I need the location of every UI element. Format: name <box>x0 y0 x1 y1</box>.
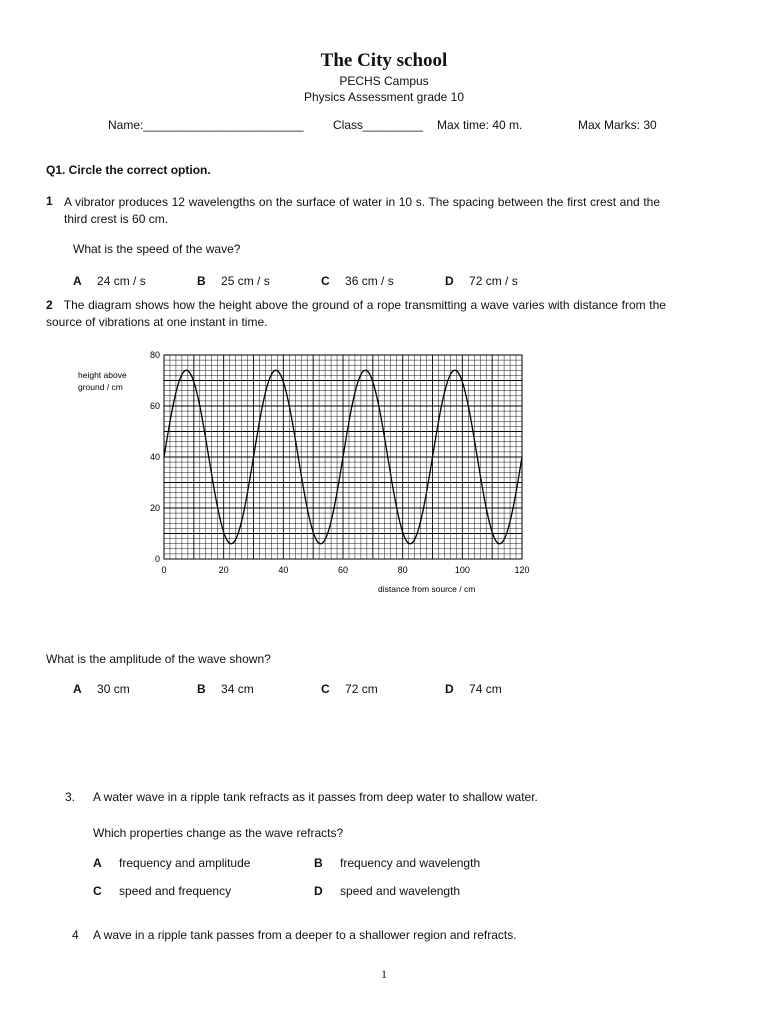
x-tick-label: 100 <box>454 565 470 575</box>
school-title: The City school <box>320 50 448 71</box>
q1-option-d[interactable] <box>445 274 518 288</box>
max-marks: Max Marks: 30 <box>578 118 657 132</box>
x-tick-label: 80 <box>397 565 408 575</box>
option-text: 74 cm <box>469 682 502 696</box>
option-text: frequency and amplitude <box>119 856 251 870</box>
q2-option-d[interactable] <box>445 682 502 696</box>
campus-name: PECHS Campus <box>339 74 429 88</box>
q1-question: What is the speed of the wave? <box>73 242 241 256</box>
name-field: Name:________________________ <box>108 118 304 132</box>
option-text: 72 cm <box>345 682 378 696</box>
option-text: 25 cm / s <box>221 274 270 288</box>
option-letter: B <box>314 856 323 870</box>
x-tick-label: 60 <box>337 565 349 575</box>
q3-option-a[interactable] <box>93 856 250 870</box>
option-text: speed and frequency <box>119 884 232 898</box>
y-tick-label: 80 <box>149 350 160 360</box>
option-letter: D <box>314 884 323 898</box>
option-text: speed and wavelength <box>340 884 461 898</box>
y-axis-label: ground / cm <box>78 382 123 392</box>
y-tick-label: 40 <box>149 452 160 462</box>
option-letter: A <box>93 856 102 870</box>
q2-option-c[interactable] <box>321 682 378 696</box>
x-axis-label: distance from source / cm <box>378 584 476 594</box>
wave-chart-svg <box>70 345 540 600</box>
q3-option-b[interactable] <box>314 856 480 870</box>
option-text: 30 cm <box>97 682 130 696</box>
page-number: 1 <box>381 967 387 981</box>
q4-number: 4 <box>72 928 79 942</box>
x-tick-label: 40 <box>278 565 289 575</box>
option-letter: D <box>445 682 454 696</box>
q2-text-body: The diagram shows how the height above the ground of a rope transmitting a wave varies with distance from the source of vibrations at one instant in time. <box>46 298 666 329</box>
wave-chart <box>70 345 540 600</box>
q2-option-b[interactable] <box>197 682 254 696</box>
q1-option-c[interactable] <box>321 274 394 288</box>
q3-question: Which properties change as the wave refracts? <box>93 826 344 840</box>
q3-text: A water wave in a ripple tank refracts as it passes from deep water to shallow water. <box>93 790 538 804</box>
option-text: 34 cm <box>221 682 254 696</box>
class-field: Class_________ <box>333 118 424 132</box>
y-tick-label: 60 <box>149 401 160 411</box>
q4-text: A wave in a ripple tank passes from a deeper to a shallower region and refracts. <box>93 928 517 942</box>
x-tick-label: 120 <box>514 565 530 575</box>
option-text: frequency and wavelength <box>340 856 481 870</box>
option-letter: C <box>321 274 330 288</box>
x-tick-label: 20 <box>218 565 229 575</box>
option-letter: D <box>445 274 454 288</box>
option-letter: A <box>73 274 82 288</box>
q1-option-b[interactable] <box>197 274 270 288</box>
q3-option-d[interactable] <box>314 884 460 898</box>
q2-text <box>46 297 666 331</box>
option-letter: C <box>93 884 102 898</box>
q1-text <box>64 194 660 228</box>
option-letter: C <box>321 682 330 696</box>
option-letter: A <box>73 682 82 696</box>
section-title: Q1. Circle the correct option. <box>46 163 211 177</box>
q2-question: What is the amplitude of the wave shown? <box>46 652 271 666</box>
q3-number: 3. <box>65 790 76 804</box>
y-tick-label: 0 <box>154 554 160 564</box>
option-text: 24 cm / s <box>97 274 146 288</box>
max-time: Max time: 40 m. <box>437 118 523 132</box>
option-text: 72 cm / s <box>469 274 518 288</box>
y-axis-label: height above <box>78 370 127 380</box>
assessment-title: Physics Assessment grade 10 <box>303 90 465 104</box>
q1-option-a[interactable] <box>73 274 146 288</box>
option-letter: B <box>197 274 206 288</box>
option-text: 36 cm / s <box>345 274 394 288</box>
x-tick-label: 0 <box>161 565 167 575</box>
option-letter: B <box>197 682 206 696</box>
q2-option-a[interactable] <box>73 682 130 696</box>
y-tick-label: 20 <box>149 503 160 513</box>
q3-option-c[interactable] <box>93 884 231 898</box>
q1-number: 1 <box>46 194 53 208</box>
q1-text-body: A vibrator produces 12 wavelengths on the surface of water in 10 s. The spacing between the first crest and the third crest is 60 cm. <box>64 195 660 226</box>
q2-number: 2 <box>46 298 53 312</box>
